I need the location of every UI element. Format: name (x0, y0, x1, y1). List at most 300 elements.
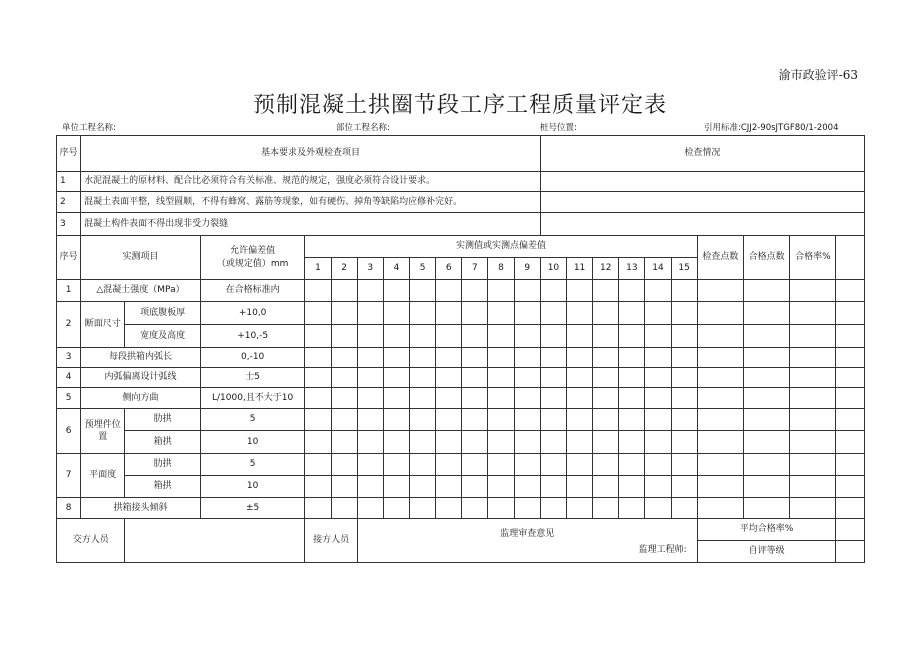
value-cell[interactable] (357, 454, 383, 476)
value-cell[interactable] (357, 498, 383, 519)
value-cell[interactable] (383, 431, 409, 454)
value-cell[interactable] (331, 280, 357, 302)
blank-cell (836, 325, 865, 348)
check-points-cell[interactable] (697, 280, 743, 302)
value-cell[interactable] (566, 325, 592, 348)
pass-rate-cell[interactable] (790, 431, 836, 454)
value-cell[interactable] (619, 280, 645, 302)
value-cell[interactable] (305, 409, 331, 431)
value-cell[interactable] (566, 476, 592, 498)
pass-rate-cell[interactable] (790, 348, 836, 368)
point-number: 13 (619, 258, 645, 280)
row-subitem: 宽度及高度 (125, 325, 200, 348)
allowable-deviation-line2: （或规定值）mm (216, 258, 289, 269)
pass-rate-cell[interactable] (790, 498, 836, 519)
value-cell[interactable] (436, 348, 462, 368)
value-cell[interactable] (357, 476, 383, 498)
point-number: 14 (645, 258, 671, 280)
value-cell[interactable] (514, 368, 540, 388)
value-cell[interactable] (436, 431, 462, 454)
value-cell[interactable] (383, 454, 409, 476)
measured-values-header: 实测值或实测点偏差值 (305, 236, 697, 258)
value-cell[interactable] (410, 388, 436, 409)
value-cell[interactable] (671, 476, 697, 498)
measure-item-header: 实测项目 (81, 236, 201, 280)
check-points-cell[interactable] (697, 388, 743, 409)
value-cell[interactable] (645, 280, 671, 302)
row-no: 5 (57, 388, 81, 409)
value-cell[interactable] (357, 368, 383, 388)
measure-row (57, 348, 865, 368)
value-cell[interactable] (619, 348, 645, 368)
value-cell[interactable] (593, 302, 619, 325)
value-cell[interactable] (619, 431, 645, 454)
unit-project-label: 单位工程名称: (62, 123, 116, 133)
pass-rate-cell[interactable] (790, 368, 836, 388)
pass-points-cell[interactable] (743, 388, 789, 409)
pass-rate-header: 合格率% (790, 236, 836, 280)
value-cell[interactable] (514, 302, 540, 325)
row-allowable: 10 (200, 476, 305, 498)
value-cell[interactable] (514, 325, 540, 348)
measure-row (57, 431, 865, 454)
blank-cell (836, 409, 865, 431)
value-cell[interactable] (331, 368, 357, 388)
value-cell[interactable] (514, 388, 540, 409)
value-cell[interactable] (619, 454, 645, 476)
value-cell[interactable] (566, 302, 592, 325)
row-no: 2 (57, 302, 81, 348)
value-cell[interactable] (619, 302, 645, 325)
check-status-cell[interactable] (540, 213, 864, 236)
value-cell[interactable] (383, 409, 409, 431)
blank-cell (836, 476, 865, 498)
allowable-deviation-line1: 允许偏差值 (230, 246, 276, 257)
supervision-opinion-cell[interactable] (357, 519, 697, 563)
value-cell[interactable] (305, 476, 331, 498)
value-cell[interactable] (645, 368, 671, 388)
measure-row (57, 476, 865, 498)
value-cell[interactable] (619, 409, 645, 431)
value-cell[interactable] (488, 476, 514, 498)
point-number: 6 (436, 258, 462, 280)
value-cell[interactable] (514, 280, 540, 302)
value-cell[interactable] (566, 368, 592, 388)
value-cell[interactable] (514, 431, 540, 454)
row-no: 4 (57, 368, 81, 388)
value-cell[interactable] (357, 431, 383, 454)
value-cell[interactable] (645, 348, 671, 368)
blank-cell (836, 280, 865, 302)
value-cell[interactable] (357, 348, 383, 368)
value-cell[interactable] (410, 368, 436, 388)
basic-item-no: 2 (57, 192, 81, 213)
value-cell[interactable] (593, 409, 619, 431)
value-cell[interactable] (671, 280, 697, 302)
document-code: 渝市政验评-63 (778, 68, 858, 82)
row-no: 3 (57, 348, 81, 368)
value-cell[interactable] (462, 368, 488, 388)
value-cell[interactable] (514, 498, 540, 519)
point-number: 15 (671, 258, 697, 280)
value-cell[interactable] (645, 454, 671, 476)
value-cell[interactable] (462, 302, 488, 325)
value-cell[interactable] (645, 325, 671, 348)
value-cell[interactable] (619, 325, 645, 348)
basic-item-text: 混凝土构件表面不得出现非受力裂缝 (81, 213, 541, 236)
value-cell[interactable] (383, 280, 409, 302)
value-cell[interactable] (671, 368, 697, 388)
value-cell[interactable] (671, 454, 697, 476)
value-cell[interactable] (488, 348, 514, 368)
value-cell[interactable] (488, 409, 514, 431)
value-cell[interactable] (357, 302, 383, 325)
value-cell[interactable] (540, 476, 566, 498)
pass-points-cell[interactable] (743, 498, 789, 519)
avg-pass-rate-label: 平均合格率% (697, 519, 836, 541)
basic-requirements-header: 基本要求及外观检查项目 (81, 136, 541, 172)
value-cell[interactable] (436, 498, 462, 519)
value-cell[interactable] (593, 388, 619, 409)
measure-row (57, 368, 865, 388)
value-cell[interactable] (593, 325, 619, 348)
supervisor-label: 监理工程师: (638, 545, 687, 556)
value-cell[interactable] (540, 368, 566, 388)
check-points-cell[interactable] (697, 498, 743, 519)
value-cell[interactable] (488, 325, 514, 348)
value-cell[interactable] (436, 454, 462, 476)
value-cell[interactable] (410, 409, 436, 431)
measure-row (57, 302, 865, 325)
value-cell[interactable] (645, 431, 671, 454)
pass-points-cell[interactable] (743, 476, 789, 498)
measure-row (57, 498, 865, 519)
value-cell[interactable] (488, 368, 514, 388)
row-no: 1 (57, 280, 81, 302)
value-cell[interactable] (383, 325, 409, 348)
value-cell[interactable] (593, 368, 619, 388)
row-subitem: 项底腹板厚 (125, 302, 200, 325)
value-cell[interactable] (540, 498, 566, 519)
blank-cell (836, 431, 865, 454)
handover-signature[interactable] (125, 519, 305, 563)
value-cell[interactable] (462, 476, 488, 498)
point-number: 10 (540, 258, 566, 280)
value-cell[interactable] (331, 476, 357, 498)
value-cell[interactable] (331, 454, 357, 476)
point-number: 4 (383, 258, 409, 280)
value-cell[interactable] (593, 454, 619, 476)
value-cell[interactable] (488, 388, 514, 409)
check-status-cell[interactable] (540, 192, 864, 213)
row-allowable: +10,-5 (200, 325, 305, 348)
basic-item-text: 水泥混凝土的原材料、配合比必须符合有关标准、规范的规定，强度必须符合设计要求。 (81, 172, 541, 192)
value-cell[interactable] (410, 348, 436, 368)
point-number: 7 (462, 258, 488, 280)
value-cell[interactable] (331, 388, 357, 409)
value-cell[interactable] (331, 325, 357, 348)
value-cell[interactable] (436, 280, 462, 302)
value-cell[interactable] (488, 431, 514, 454)
value-cell[interactable] (462, 498, 488, 519)
pass-rate-cell[interactable] (790, 302, 836, 325)
value-cell[interactable] (331, 431, 357, 454)
row-item: 内弧偏离设计弧线 (81, 368, 201, 388)
value-cell[interactable] (462, 454, 488, 476)
value-cell[interactable] (305, 348, 331, 368)
row-allowable: 5 (200, 409, 305, 431)
evaluation-table (56, 135, 865, 563)
row-item: 每段拱箱内弧长 (81, 348, 201, 368)
value-cell[interactable] (566, 431, 592, 454)
value-cell[interactable] (566, 280, 592, 302)
value-cell[interactable] (462, 409, 488, 431)
value-cell[interactable] (619, 368, 645, 388)
value-cell[interactable] (410, 454, 436, 476)
row-allowable: +10,0 (200, 302, 305, 325)
value-cell[interactable] (305, 388, 331, 409)
value-cell[interactable] (593, 476, 619, 498)
page-title: 预制混凝土拱圈节段工序工程质量评定表 (252, 93, 667, 118)
pass-rate-cell[interactable] (790, 476, 836, 498)
handover-label: 交方人员 (57, 519, 125, 563)
standard-label: 引用标准:CJJ2-90sJTGF80/1-2004 (704, 123, 839, 133)
value-cell[interactable] (540, 348, 566, 368)
value-cell[interactable] (436, 325, 462, 348)
check-points-header: 检查点数 (697, 236, 743, 280)
pass-points-cell[interactable] (743, 368, 789, 388)
row-allowable: 士5 (200, 368, 305, 388)
pass-points-cell[interactable] (743, 325, 789, 348)
row-allowable: 0,-10 (200, 348, 305, 368)
value-cell[interactable] (540, 388, 566, 409)
value-cell[interactable] (383, 348, 409, 368)
value-cell[interactable] (383, 302, 409, 325)
row-item: △混凝土强度（MPa） (81, 280, 201, 302)
pass-rate-cell[interactable] (790, 409, 836, 431)
value-cell[interactable] (540, 409, 566, 431)
value-cell[interactable] (619, 476, 645, 498)
value-cell[interactable] (305, 302, 331, 325)
row-subitem: 箱拱 (125, 431, 200, 454)
row-allowable: L/1000,且不大于10 (200, 388, 305, 409)
value-cell[interactable] (593, 498, 619, 519)
blank-cell (836, 388, 865, 409)
value-cell[interactable] (383, 388, 409, 409)
value-cell[interactable] (357, 388, 383, 409)
value-cell[interactable] (645, 409, 671, 431)
value-cell[interactable] (488, 280, 514, 302)
value-cell[interactable] (436, 409, 462, 431)
value-cell[interactable] (671, 325, 697, 348)
row-allowable: 5 (200, 454, 305, 476)
check-points-cell[interactable] (697, 409, 743, 431)
value-cell[interactable] (671, 431, 697, 454)
measure-row (57, 280, 865, 302)
value-cell[interactable] (514, 476, 540, 498)
point-number: 11 (566, 258, 592, 280)
blank-cell (836, 348, 865, 368)
value-cell[interactable] (593, 431, 619, 454)
value-cell[interactable] (305, 498, 331, 519)
value-cell[interactable] (566, 409, 592, 431)
allowable-deviation-header (200, 236, 305, 280)
check-points-cell[interactable] (697, 348, 743, 368)
value-cell[interactable] (357, 409, 383, 431)
pass-rate-cell[interactable] (790, 454, 836, 476)
value-cell[interactable] (645, 498, 671, 519)
point-number: 12 (593, 258, 619, 280)
pass-rate-cell[interactable] (790, 325, 836, 348)
value-cell[interactable] (671, 348, 697, 368)
check-points-cell[interactable] (697, 431, 743, 454)
value-cell[interactable] (331, 409, 357, 431)
measure-row (57, 325, 865, 348)
row-allowable: 在合格标准内 (200, 280, 305, 302)
value-cell[interactable] (540, 454, 566, 476)
check-points-cell[interactable] (697, 454, 743, 476)
value-cell[interactable] (514, 348, 540, 368)
basic-seq-header: 序号 (57, 136, 81, 172)
row-no: 6 (57, 409, 81, 454)
value-cell[interactable] (540, 302, 566, 325)
value-cell[interactable] (410, 280, 436, 302)
measure-row (57, 454, 865, 476)
value-cell[interactable] (488, 498, 514, 519)
value-cell[interactable] (383, 498, 409, 519)
row-allowable: 10 (200, 431, 305, 454)
row-item: 侧向方曲 (81, 388, 201, 409)
value-cell[interactable] (566, 348, 592, 368)
blank-cell (836, 236, 865, 280)
measure-row (57, 388, 865, 409)
value-cell[interactable] (410, 302, 436, 325)
row-subitem: 肋拱 (125, 409, 200, 431)
row-allowable: ±5 (200, 498, 305, 519)
value-cell[interactable] (331, 302, 357, 325)
value-cell[interactable] (357, 325, 383, 348)
value-cell[interactable] (645, 476, 671, 498)
value-cell[interactable] (619, 498, 645, 519)
basic-item-text: 混凝土表面平整，线型圆顺，不得有蜂窝、露筋等现象，如有硬伤、掉角等缺陷均应修补完好。 (81, 192, 541, 213)
value-cell[interactable] (671, 388, 697, 409)
pass-points-cell[interactable] (743, 348, 789, 368)
supervision-opinion-label: 监理审查意见 (500, 529, 555, 539)
row-group: 预埋件位置 (81, 409, 125, 454)
pass-rate-cell[interactable] (790, 280, 836, 302)
value-cell[interactable] (671, 302, 697, 325)
row-subitem: 肋拱 (125, 454, 200, 476)
check-points-cell[interactable] (697, 302, 743, 325)
basic-item-no: 3 (57, 213, 81, 236)
pass-points-cell[interactable] (743, 280, 789, 302)
pass-rate-cell[interactable] (790, 388, 836, 409)
value-cell[interactable] (566, 454, 592, 476)
check-points-cell[interactable] (697, 476, 743, 498)
value-cell[interactable] (566, 388, 592, 409)
point-number: 3 (357, 258, 383, 280)
value-cell[interactable] (462, 431, 488, 454)
value-cell[interactable] (645, 302, 671, 325)
value-cell[interactable] (436, 302, 462, 325)
value-cell[interactable] (331, 348, 357, 368)
self-grade-label: 自评等级 (697, 541, 836, 563)
value-cell[interactable] (488, 302, 514, 325)
value-cell[interactable] (305, 431, 331, 454)
avg-pass-rate-value[interactable] (836, 519, 865, 541)
point-number: 2 (331, 258, 357, 280)
row-group: 平面度 (81, 454, 125, 498)
point-number: 9 (514, 258, 540, 280)
pile-position-label: 桩号位置: (540, 123, 577, 133)
point-number: 8 (488, 258, 514, 280)
value-cell[interactable] (383, 476, 409, 498)
value-cell[interactable] (488, 454, 514, 476)
point-number: 1 (305, 258, 331, 280)
blank-cell (836, 498, 865, 519)
value-cell[interactable] (540, 431, 566, 454)
check-status-cell[interactable] (540, 172, 864, 192)
self-grade-value[interactable] (836, 541, 865, 563)
value-cell[interactable] (671, 498, 697, 519)
value-cell[interactable] (514, 409, 540, 431)
value-cell[interactable] (410, 431, 436, 454)
value-cell[interactable] (331, 498, 357, 519)
measure-row (57, 409, 865, 431)
pass-points-cell[interactable] (743, 431, 789, 454)
value-cell[interactable] (462, 280, 488, 302)
value-cell[interactable] (514, 454, 540, 476)
value-cell[interactable] (436, 368, 462, 388)
check-points-cell[interactable] (697, 368, 743, 388)
value-cell[interactable] (462, 325, 488, 348)
check-points-cell[interactable] (697, 325, 743, 348)
value-cell[interactable] (645, 388, 671, 409)
receiver-label: 接方人员 (305, 519, 357, 563)
value-cell[interactable] (305, 368, 331, 388)
value-cell[interactable] (671, 409, 697, 431)
value-cell[interactable] (305, 325, 331, 348)
value-cell[interactable] (462, 348, 488, 368)
value-cell[interactable] (462, 388, 488, 409)
value-cell[interactable] (619, 388, 645, 409)
value-cell[interactable] (410, 498, 436, 519)
blank-cell (836, 302, 865, 325)
value-cell[interactable] (305, 280, 331, 302)
value-cell[interactable] (593, 280, 619, 302)
pass-points-cell[interactable] (743, 409, 789, 431)
part-project-label: 部位工程名称: (336, 123, 390, 133)
value-cell[interactable] (436, 476, 462, 498)
value-cell[interactable] (410, 476, 436, 498)
row-subitem: 箱拱 (125, 476, 200, 498)
value-cell[interactable] (383, 368, 409, 388)
value-cell[interactable] (566, 498, 592, 519)
pass-points-cell[interactable] (743, 302, 789, 325)
value-cell[interactable] (305, 454, 331, 476)
value-cell[interactable] (593, 348, 619, 368)
row-no: 7 (57, 454, 81, 498)
value-cell[interactable] (357, 280, 383, 302)
value-cell[interactable] (410, 325, 436, 348)
value-cell[interactable] (436, 388, 462, 409)
pass-points-cell[interactable] (743, 454, 789, 476)
value-cell[interactable] (540, 280, 566, 302)
value-cell[interactable] (540, 325, 566, 348)
blank-cell (836, 368, 865, 388)
measure-seq-header: 序号 (57, 236, 81, 280)
check-status-header: 检查情况 (540, 136, 864, 172)
